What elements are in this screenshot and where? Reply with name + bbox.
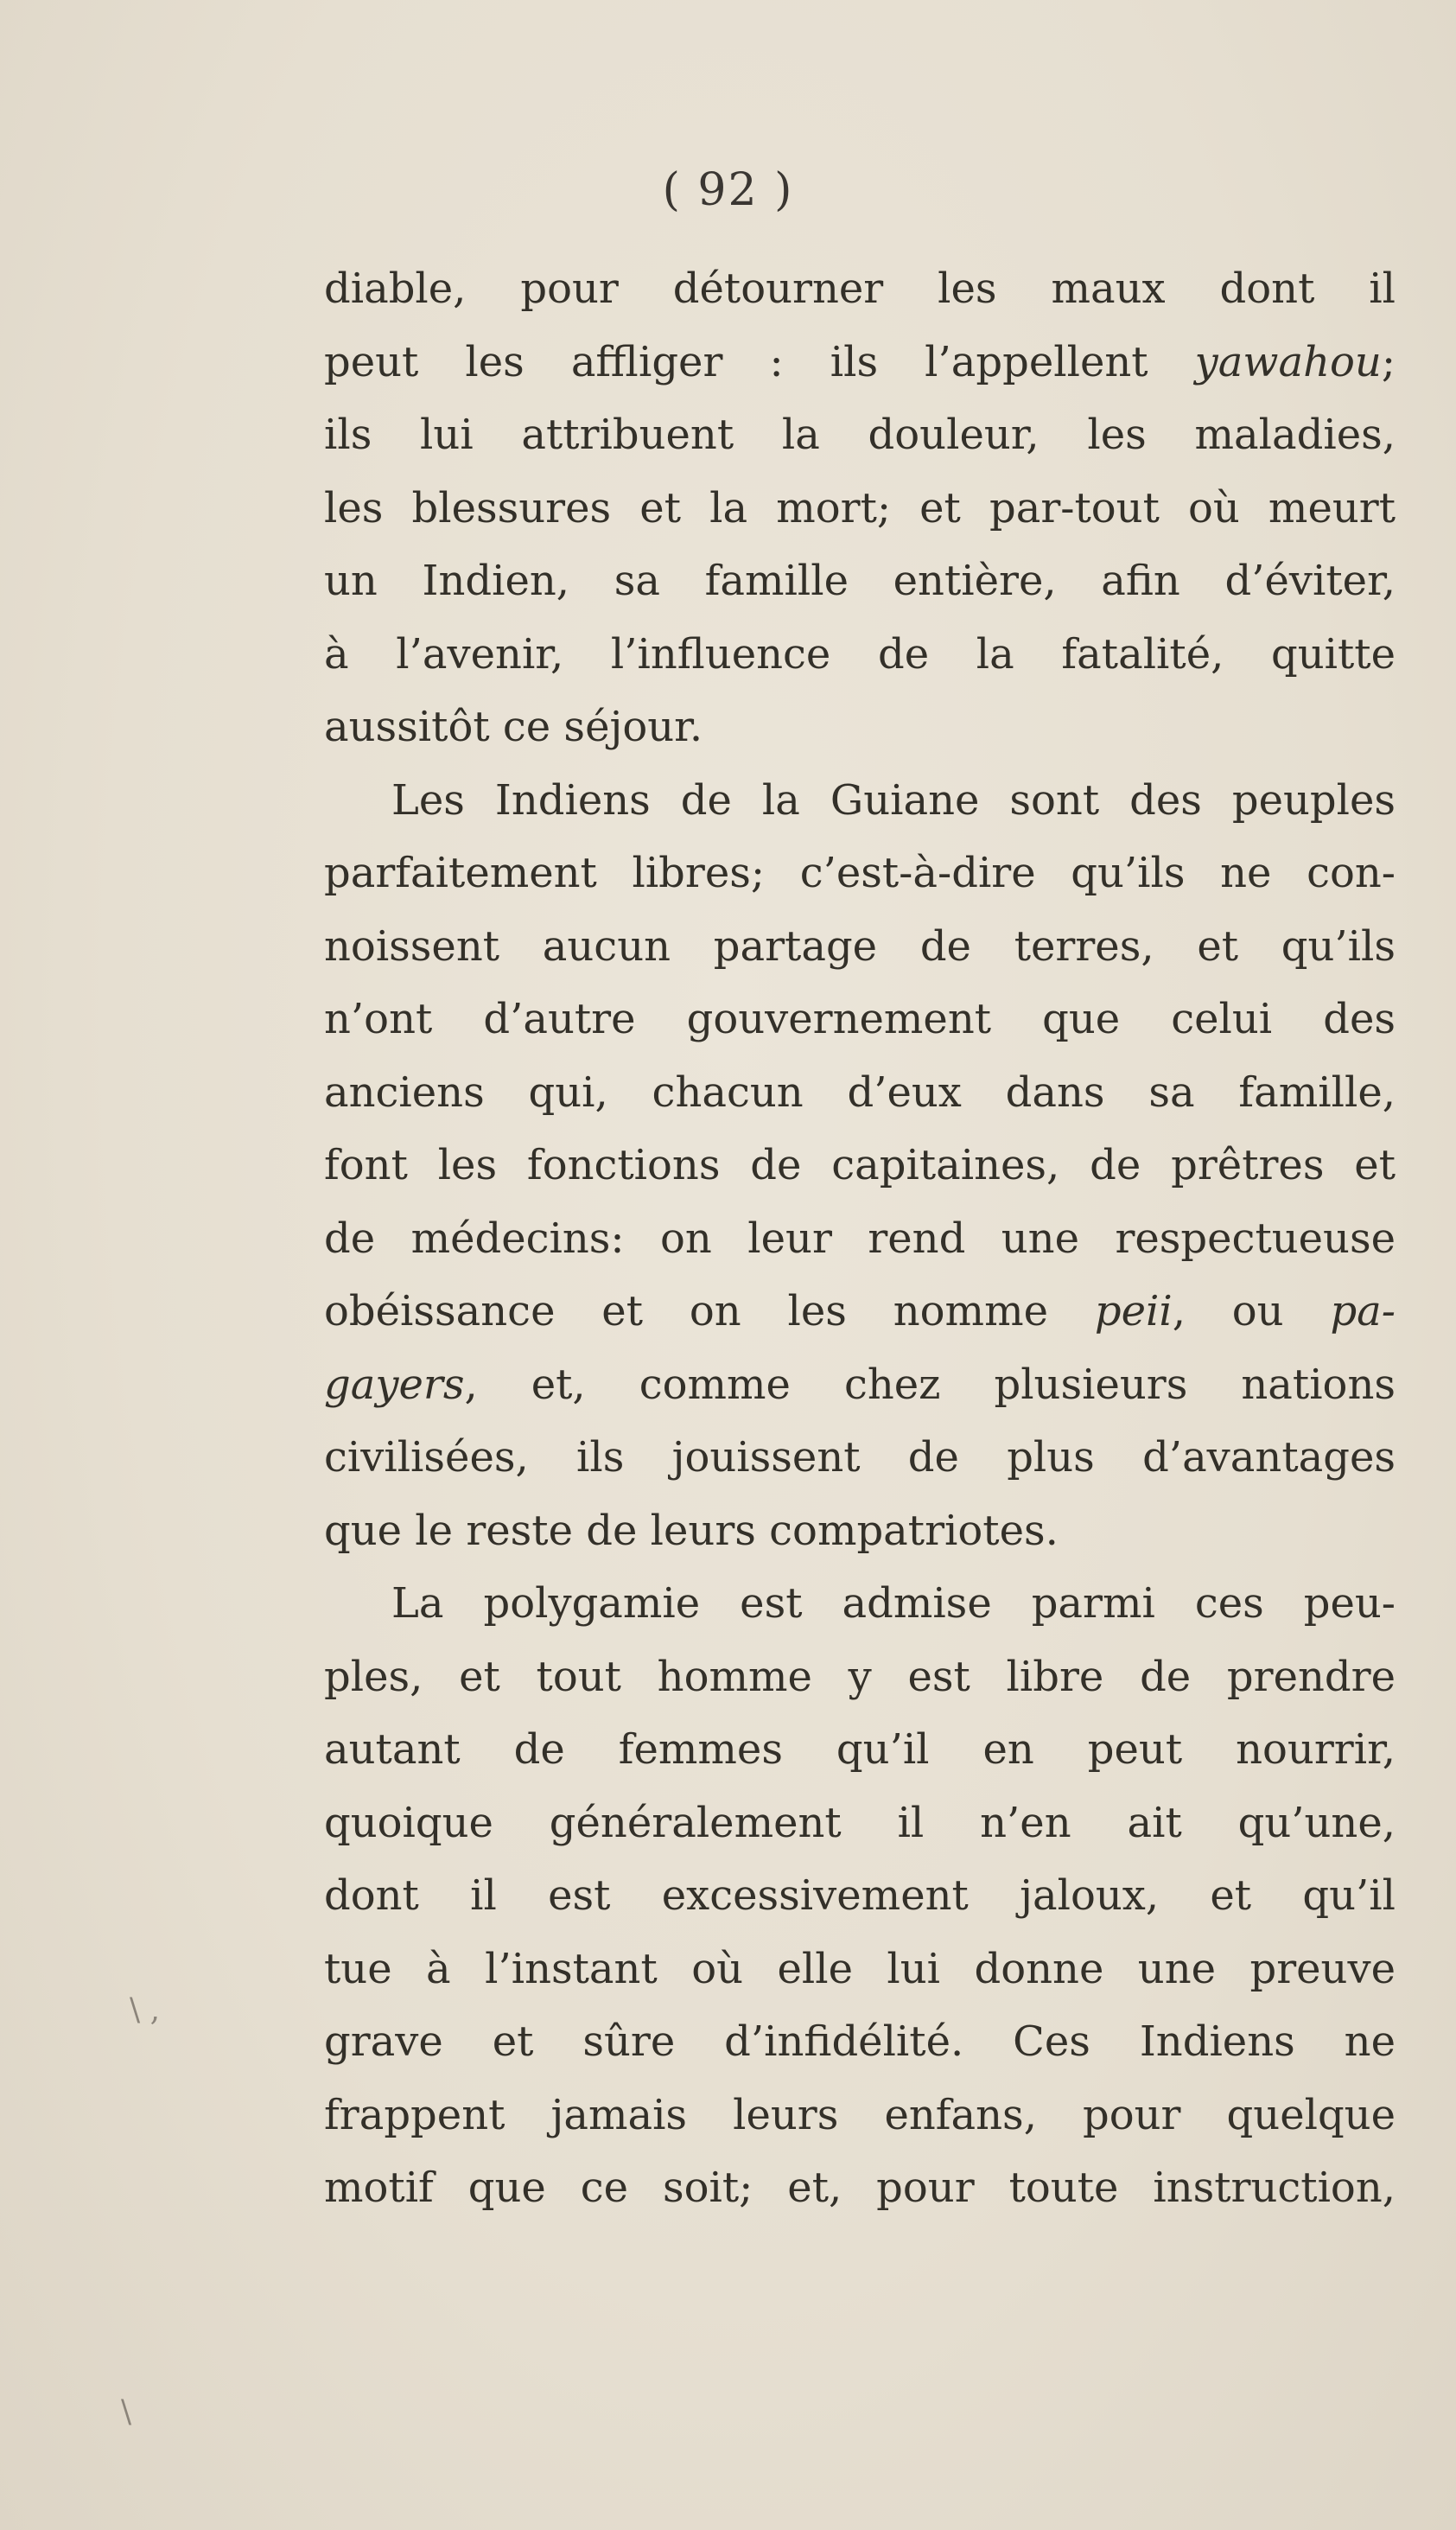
- text-line: [324, 618, 1396, 691]
- text-line: [324, 1787, 1396, 1860]
- text-line: [324, 472, 1396, 545]
- text-span: font les fonctions de capitaines, de prêtres et: [324, 1141, 1396, 1189]
- italic-text: yawahou: [1194, 337, 1382, 386]
- text-span: civilisées, ils jouissent de plus d’avantages: [324, 1433, 1396, 1482]
- text-line: [324, 1713, 1396, 1787]
- page-number: ( 92 ): [662, 164, 794, 216]
- text-span: noissent aucun partage de terres, et qu’ils: [324, 921, 1396, 971]
- text-span: frappent jamais leurs enfans, pour quelque: [324, 2090, 1396, 2139]
- text-span: , ou: [1172, 1287, 1331, 1335]
- text-line: [324, 1494, 1396, 1568]
- text-line: [324, 545, 1396, 618]
- text-line: [324, 1859, 1396, 1933]
- text-span: , et, comme chez plusieurs nations: [464, 1360, 1396, 1409]
- text-span: Les Indiens de la Guiane sont des peuples: [391, 775, 1396, 825]
- text-line: [324, 1567, 1396, 1641]
- text-line: [324, 1202, 1396, 1276]
- text-span: grave et sûre d’infidélité. Ces Indiens ne: [324, 2017, 1396, 2066]
- text-line: [324, 398, 1396, 472]
- text-line: [324, 910, 1396, 984]
- text-line: [324, 764, 1396, 838]
- text-line: [324, 326, 1396, 399]
- text-span: parfaitement libres; c’est-à-dire qu’ils ne con-: [324, 849, 1396, 897]
- text-line: [324, 983, 1396, 1056]
- text-span: diable, pour détourner les maux dont il: [324, 264, 1396, 313]
- text-span: un Indien, sa famille entière, afin d’éviter,: [324, 557, 1396, 605]
- text-line: [324, 837, 1396, 910]
- text-span: à l’avenir, l’influence de la fatalité, quitte: [324, 629, 1396, 679]
- text-span: autant de femmes qu’il en peut nourrir,: [324, 1725, 1396, 1774]
- text-span: aussitôt ce séjour.: [324, 703, 703, 751]
- text-line: [324, 1641, 1396, 1714]
- text-line: [324, 252, 1396, 326]
- text-line: [324, 2079, 1396, 2152]
- text-span: dont il est excessivement jaloux, et qu’il: [324, 1871, 1396, 1920]
- text-line: [324, 1421, 1396, 1494]
- body-text: [324, 252, 1396, 2225]
- text-span: n’ont d’autre gouvernement que celui des: [324, 995, 1396, 1043]
- italic-text: pa-: [1330, 1287, 1396, 1335]
- text-line: [324, 1348, 1396, 1422]
- text-span: obéissance et on les nomme: [324, 1287, 1095, 1335]
- text-span: La polygamie est admise parmi ces peu-: [391, 1579, 1396, 1628]
- text-span: anciens qui, chacun d’eux dans sa famille,: [324, 1067, 1396, 1117]
- text-line: [324, 2151, 1396, 2225]
- italic-text: gayers: [324, 1360, 465, 1409]
- text-span: ;: [1381, 337, 1396, 386]
- text-line: [324, 1056, 1396, 1130]
- decorative-speck: \: [121, 2394, 132, 2430]
- text-span: de médecins: on leur rend une respectueuse: [324, 1214, 1396, 1263]
- text-span: ils lui attribuent la douleur, les maladies,: [324, 411, 1396, 459]
- text-span: peut les affliger : ils l’appellent: [324, 337, 1195, 386]
- text-span: que le reste de leurs compatriotes.: [324, 1506, 1059, 1555]
- text-span: tue à l’instant où elle lui donne une preuve: [324, 1944, 1396, 1993]
- text-line: [324, 1129, 1396, 1202]
- text-span: motif que ce soit; et, pour toute instruction,: [324, 2164, 1396, 2212]
- italic-text: peii: [1094, 1287, 1173, 1335]
- text-line: [324, 1933, 1396, 2006]
- decorative-speck: \ ,: [130, 1992, 161, 2028]
- text-line: [324, 2005, 1396, 2079]
- text-span: ples, et tout homme y est libre de prendre: [324, 1652, 1396, 1701]
- text-span: quoique généralement il n’en ait qu’une,: [324, 1798, 1396, 1847]
- text-line: [324, 691, 1396, 764]
- text-span: les blessures et la mort; et par-tout où meurt: [324, 483, 1396, 532]
- text-line: [324, 1275, 1396, 1348]
